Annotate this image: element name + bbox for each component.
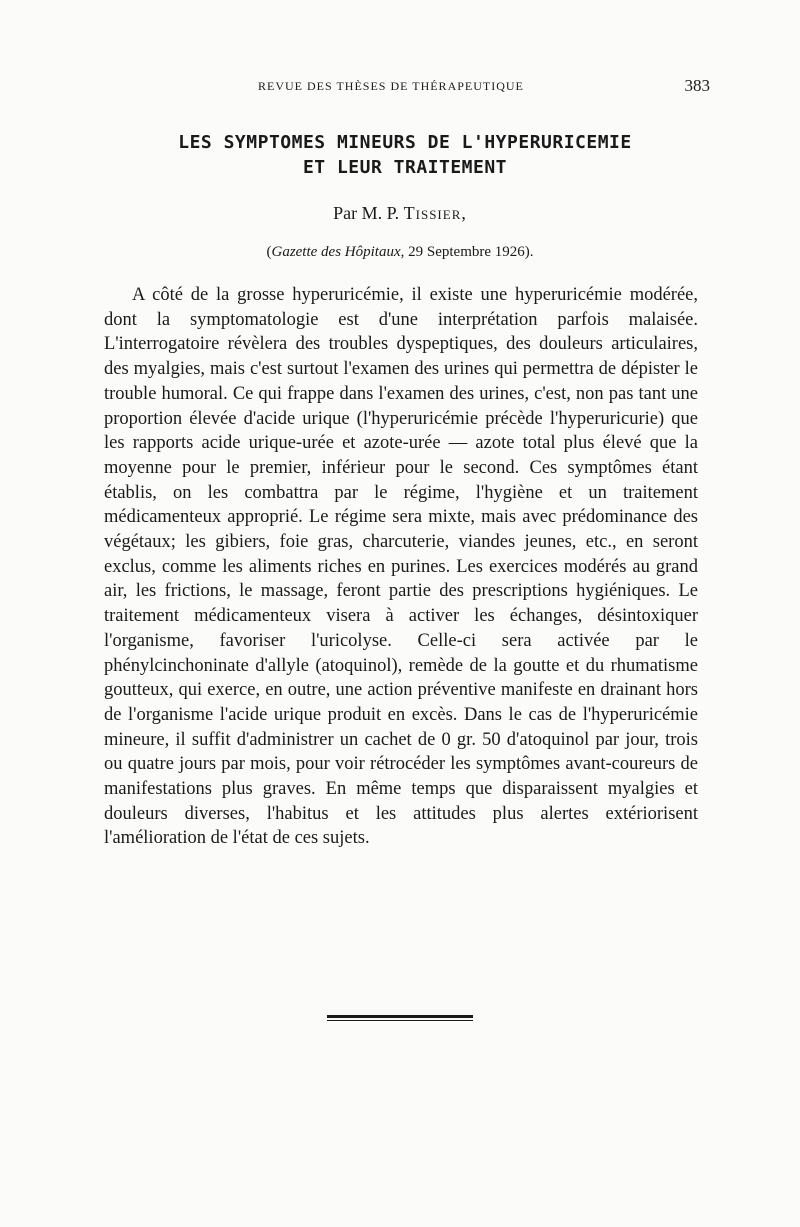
end-rule-thick (327, 1015, 473, 1018)
end-rule (327, 1015, 473, 1023)
article-body-text: A côté de la grosse hyperuricémie, il existe une hyperuricémie modérée, dont la symptomatologie est d'une interprétation parfois malaisée. L'interrogatoire révèlera des troubles dyspeptiques, des douleurs articulaires, des myalgies, mais c'est surtout l'examen des urines qui permettra de dépister le trouble humoral. Ce qui frappe dans l'examen des urines, c'est, non pas tant une proportion élevée d'acide urique (l'hyperuricémie précède l'hyperuricurie) que les rapports acide urique-urée et azote-urée — azote total plus élevé que la moyenne pour le premier, inférieur pour le second. Ces symptômes étant établis, on les combattra par le régime, l'hygiène et un traitement médicamenteux approprié. Le régime sera mixte, mais avec prédominance des végétaux; les gibiers, foie gras, charcuterie, viandes jeunes, etc., en seront exclus, comme les aliments riches en purines. Les exercices modérés au grand air, les frictions, le massage, feront partie des prescriptions hygiéniques. Le traitement médicamenteux visera à activer les échanges, désintoxiquer l'organisme, favoriser l'uricolyse. Celle-ci sera activée par le phénylcinchoninate d'allyle (atoquinol), remède de la goutte et du rhumatisme goutteux, qui exerce, en outre, une action préventive manifeste en drainant hors de l'organisme l'acide urique produit en excès. Dans le cas de l'hyperuricémie mineure, il suffit d'administrer un cachet de 0 gr. 50 d'atoquinol par jour, trois ou quatre jours par mois, pour voir rétrocéder les symptômes avant-coureurs de manifestations plus graves. En même temps que disparaissent myalgies et douleurs diverses, l'habitus et les attitudes plus alertes extériorisent l'amélioration de l'état de ces sujets. (104, 285, 698, 849)
article-title (90, 130, 720, 180)
byline-prefix: Par M. P. (333, 203, 400, 223)
source-journal: Gazette des Hôpitaux, (271, 244, 405, 260)
source-date: 29 Septembre 1926). (408, 244, 534, 260)
author-name: Tissier, (403, 203, 467, 223)
page-number: 383 (684, 76, 710, 95)
end-rule-thin (327, 1020, 473, 1021)
source-citation (0, 244, 800, 261)
byline (0, 203, 800, 224)
article-body (104, 283, 698, 851)
running-head (100, 76, 710, 99)
running-head-title: REVUE DES THÈSES DE THÉRAPEUTIQUE (258, 79, 524, 93)
article-title-line-1: LES SYMPTOMES MINEURS DE L'HYPERURICEMIE (178, 132, 632, 153)
article-title-line-2: ET LEUR TRAITEMENT (302, 157, 508, 178)
source-open-paren: ( (266, 244, 272, 260)
